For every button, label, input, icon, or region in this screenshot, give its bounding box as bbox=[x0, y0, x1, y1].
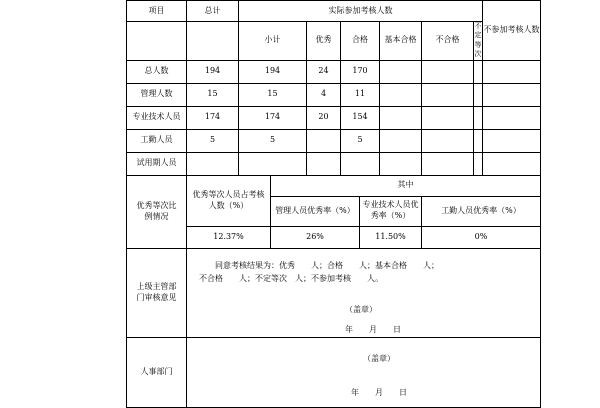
approval-label: 上级主管部门审核意见 bbox=[127, 248, 187, 337]
subtotal-cell: 15 bbox=[239, 83, 307, 106]
hr-date: 年 月 日 bbox=[351, 387, 407, 397]
excellent-header: 优秀 bbox=[307, 22, 341, 61]
approval-seal: （盖章） bbox=[345, 304, 377, 314]
row-label: 管理人数 bbox=[127, 83, 187, 106]
excellent-cell: 24 bbox=[307, 60, 341, 83]
total-cell: 174 bbox=[187, 106, 239, 129]
undetermined-header: 不定等次 bbox=[474, 22, 482, 59]
total-cell: 15 bbox=[187, 83, 239, 106]
excellent-cell: 20 bbox=[307, 106, 341, 129]
tech-rate-value: 11.50% bbox=[360, 226, 422, 248]
mgmt-rate-label: 管理人员优秀率（%） bbox=[271, 196, 360, 226]
subtotal-cell bbox=[239, 152, 307, 175]
table-row bbox=[127, 106, 541, 129]
qualified-cell bbox=[341, 152, 380, 175]
excellent-share-label: 优秀等次人员占考核人数（%） bbox=[187, 175, 271, 226]
among-label: 其中 bbox=[271, 175, 541, 196]
subtotal-cell: 5 bbox=[239, 129, 307, 152]
row-label: 工勤人员 bbox=[127, 129, 187, 152]
approval-line-2: 不合格 人；不定等次 人；不参加考核 人。 bbox=[199, 273, 383, 283]
qualified-cell: 170 bbox=[341, 60, 380, 83]
row-label: 总人数 bbox=[127, 60, 187, 83]
worker-rate-label: 工勤人员优秀率（%） bbox=[422, 196, 541, 226]
excellent-cell bbox=[307, 129, 341, 152]
total-header: 总计 bbox=[187, 1, 239, 22]
approval-date: 年 月 日 bbox=[345, 324, 401, 334]
subtotal-header: 小计 bbox=[239, 22, 307, 61]
row-label: 试用期人员 bbox=[127, 152, 187, 175]
actual-participants-header: 实际参加考核人数 bbox=[239, 1, 483, 22]
table-row bbox=[127, 152, 541, 175]
not-participating-header: 不参加考核人数 bbox=[483, 1, 541, 61]
excellent-cell: 4 bbox=[307, 83, 341, 106]
unqualified-header: 不合格 bbox=[422, 22, 474, 61]
qualified-cell: 11 bbox=[341, 83, 380, 106]
hr-content bbox=[187, 337, 541, 407]
total-cell: 194 bbox=[187, 60, 239, 83]
subtotal-cell: 174 bbox=[239, 106, 307, 129]
approval-line-1: 同意考核结果为：优秀 人；合格 人；基本合格 人； bbox=[215, 260, 439, 270]
qualified-cell: 5 bbox=[341, 129, 380, 152]
mgmt-rate-value: 26% bbox=[271, 226, 360, 248]
approval-content bbox=[187, 248, 541, 337]
qualified-cell: 154 bbox=[341, 106, 380, 129]
qualified-header: 合格 bbox=[341, 22, 380, 61]
total-cell bbox=[187, 152, 239, 175]
assessment-form bbox=[126, 0, 541, 408]
total-header-cont bbox=[187, 22, 239, 61]
hr-seal: （盖章） bbox=[363, 353, 395, 363]
table-row bbox=[127, 83, 541, 106]
item-header: 项目 bbox=[127, 1, 187, 22]
tech-rate-label: 专业技术人员优秀率（%） bbox=[360, 196, 422, 226]
subtotal-cell: 194 bbox=[239, 60, 307, 83]
basic-qualified-header: 基本合格 bbox=[380, 22, 422, 61]
row-label: 专业技术人员 bbox=[127, 106, 187, 129]
table-row bbox=[127, 60, 541, 83]
hr-label: 人事部门 bbox=[127, 337, 187, 407]
item-header-cont bbox=[127, 22, 187, 61]
total-cell: 5 bbox=[187, 129, 239, 152]
excellent-share-value: 12.37% bbox=[187, 226, 271, 248]
ratio-section-label: 优秀等次比例情况 bbox=[127, 175, 187, 248]
excellent-cell bbox=[307, 152, 341, 175]
table-row bbox=[127, 129, 541, 152]
worker-rate-value: 0% bbox=[422, 226, 541, 248]
assessment-table bbox=[126, 0, 541, 408]
